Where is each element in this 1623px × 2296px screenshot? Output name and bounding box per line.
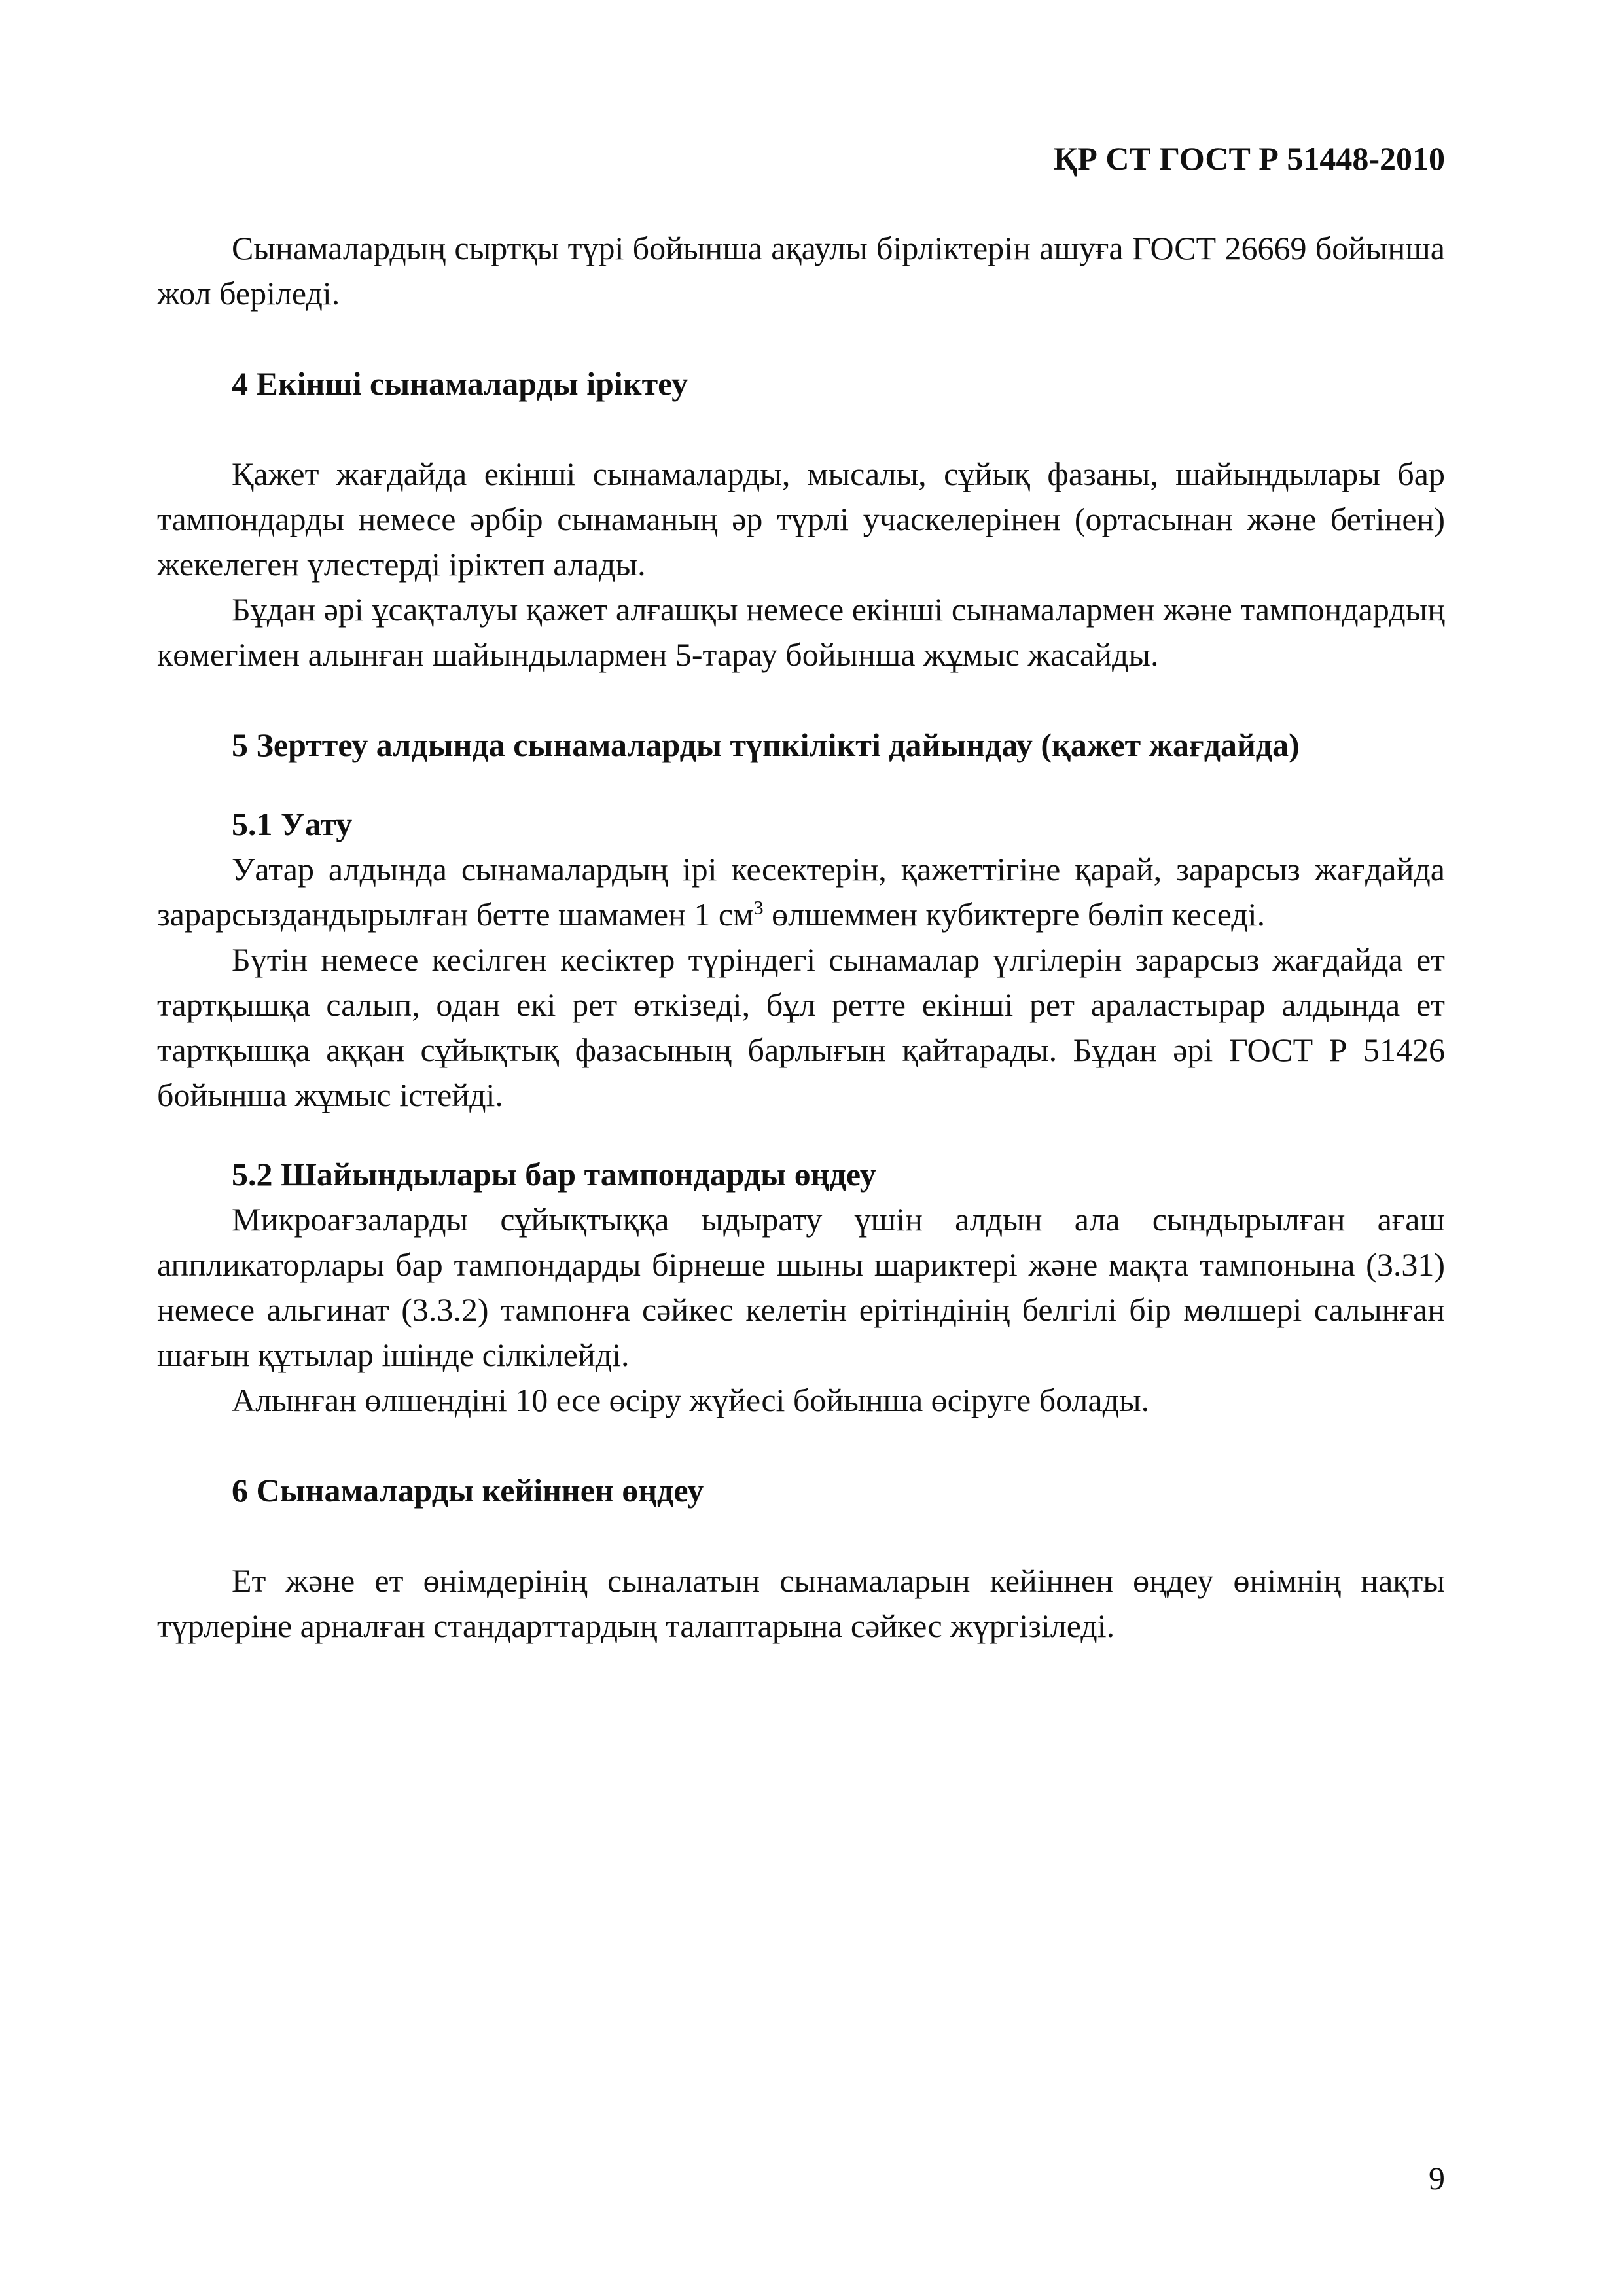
- section-4-heading: 4 Екінші сынамаларды іріктеу: [232, 365, 688, 402]
- subsection-5-1-paragraph-1-text: Уатар алдында сынамалардың ірі кесектерін, қажеттігіне қарай, зарарсыз жағдайда зарарсыздандырылған бетте шамамен 1 см: [157, 851, 1445, 933]
- section-6-paragraph-1: Ет және ет өнімдерінің сыналатын сынамаларын кейіннен өңдеу өнімнің нақты түрлеріне арналған стандарттардың талаптарына сәйкес жүргізіледі.: [157, 1562, 1445, 1644]
- document-code-header: ҚР СТ ГОСТ Р 51448-2010: [1054, 140, 1445, 177]
- section-4-paragraph-2: Бұдан әрі ұсақталуы қажет алғашқы немесе екінші сынамалармен және тампондардың көмегімен алынған шайындылармен 5-тарау бойынша жұмыс жасайды.: [157, 591, 1445, 673]
- subsection-5-1-paragraph-1: [157, 847, 1445, 937]
- subsection-5-1-paragraph-1-tail: өлшеммен кубиктерге бөліп кеседі.: [763, 896, 1266, 933]
- subsection-5-2-heading: 5.2 Шайындылары бар тампондарды өңдеу: [232, 1156, 876, 1193]
- subsection-5-1-paragraph-2: Бүтін немесе кесілген кесіктер түріндегі сынамалар үлгілерін зарарсыз жағдайда ет тартқышқа салып, одан екі рет өткізеді, бұл ретте екінші рет араластырар алдында ет тартқышқа аққан сұйықтық фазасының барлығын қайтарады. Бұдан әрі ГОСТ Р 51426 бойынша жұмыс істейді.: [157, 941, 1445, 1113]
- cubic-superscript: 3: [753, 897, 764, 919]
- intro-paragraph: Сынамалардың сыртқы түрі бойынша ақаулы бірліктерін ашуға ГОСТ 26669 бойынша жол беріледі.: [157, 230, 1445, 312]
- subsection-5-2-paragraph-1: Микроағзаларды сұйықтыққа ыдырату үшін алдын ала сындырылған ағаш аппликаторлары бар тампондарды бірнеше шыны шариктері және мақта тампонына (3.31) немесе альгинат (3.3.2) тампонға сәйкес келетін ерітіндінің белгілі бір мөлшері салынған шағын құтылар ішінде сілкілейді.: [157, 1201, 1445, 1373]
- subsection-5-1-heading: 5.1 Уату: [232, 806, 353, 842]
- section-5-heading: 5 Зерттеу алдында сынамаларды түпкілікті дайындау (қажет жағдайда): [232, 726, 1300, 763]
- page-number: 9: [1429, 2160, 1445, 2197]
- document-body: [157, 226, 1445, 1649]
- section-6-heading: 6 Сынамаларды кейіннен өңдеу: [232, 1472, 704, 1509]
- section-4-paragraph-1: Қажет жағдайда екінші сынамаларды, мысалы, сұйық фазаны, шайындылары бар тампондарды немесе әрбір сынаманың әр түрлі учаскелерінен (ортасынан және бетінен) жекелеген үлестерді іріктеп алады.: [157, 456, 1445, 583]
- subsection-5-2-paragraph-2: Алынған өлшендіні 10 есе өсіру жүйесі бойынша өсіруге болады.: [232, 1382, 1150, 1418]
